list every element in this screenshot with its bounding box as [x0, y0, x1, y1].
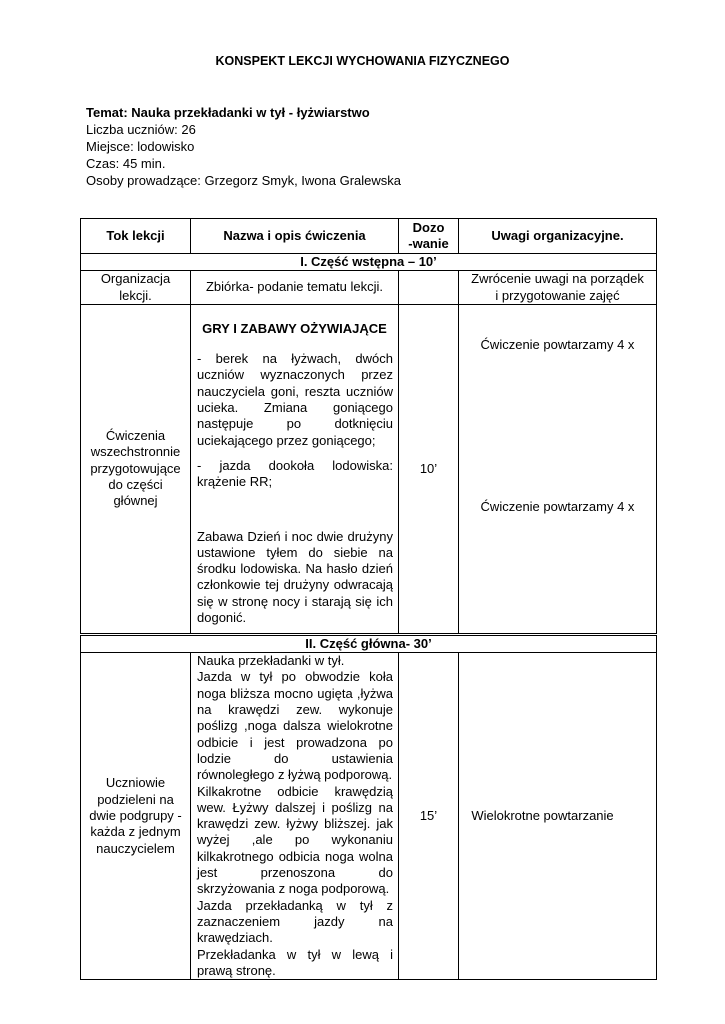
document-title: KONSPEKT LEKCJI WYCHOWANIA FIZYCZNEGO: [215, 54, 510, 68]
org-notes-line2: i przygotowanie zajęć: [495, 287, 620, 303]
org-notes: [459, 271, 657, 305]
header-dose-line1: Dozo: [412, 219, 445, 235]
table-row: [81, 304, 657, 634]
games-note1: Ćwiczenie powtarzamy 4 x: [480, 336, 635, 352]
games-item3: Zabawa Dzień i noc dwie drużyny ustawione tyłem do siebie na środku lodowiska. Na hasło dzień członkowie tej drużyny odwracają się w stronę nocy i starają się ich dogonić.: [197, 528, 393, 626]
games-item1: - berek na łyżwach, dwóch uczniów wyznaczonych przez nauczyciela goni, reszta uczniów ucieka. Zmiana goniącego następuje po dotknięciu uciekającego przez goniącego;: [197, 351, 393, 448]
games-item2: - jazda dookoła lodowiska: krążenie RR;: [197, 457, 393, 490]
header-dose-line2: -wanie: [408, 236, 449, 251]
games-notes: [459, 304, 657, 634]
section2-row: [81, 634, 657, 652]
games-note2: Ćwiczenie powtarzamy 4 x: [480, 499, 635, 515]
main-notes: Wielokrotne powtarzanie: [459, 653, 657, 980]
table-header-row: [81, 219, 657, 254]
lesson-plan-table: [80, 218, 657, 980]
org-notes-line1: Zwrócenie uwagi na porządek: [471, 271, 644, 287]
main-description: [191, 653, 399, 980]
lesson-meta: [86, 104, 401, 189]
section1-row: [81, 254, 657, 271]
main-tok: Uczniowie podzieleni na dwie podgrupy - każda z jednym nauczycielem: [81, 653, 191, 980]
header-name: Nazwa i opis ćwiczenia: [191, 219, 399, 254]
lesson-leaders: Osoby prowadzące: Grzegorz Smyk, Iwona Gralewska: [86, 173, 402, 188]
table-row: [81, 653, 657, 980]
lesson-place: Miejsce: lodowisko: [86, 139, 195, 154]
main-para1: Jazda w tył po obwodzie koła noga bliższa mocno ugięta ,łyżwa na krawędzi zew. wykonuje poślizg ,noga dalsza wielokrotne odbicie i jest prowadzona po lodzie do ustawienia równoległego z łyżwą podporową.: [197, 669, 393, 783]
table-row: [81, 271, 657, 305]
org-dose: [399, 271, 459, 305]
games-dose: 10’: [399, 304, 459, 634]
main-dose: 15’: [399, 653, 459, 980]
main-para3: Jazda przekładanką w tył z zaznaczeniem jazdy na krawędziach.: [197, 897, 393, 946]
student-count: Liczba uczniów: 26: [86, 122, 196, 137]
main-para4: Przekładanka w tył w lewą i prawą stronę.: [197, 946, 393, 978]
games-tok: Ćwiczenia wszechstronnie przygotowujące do części głównej: [81, 304, 191, 634]
games-description: [191, 304, 399, 634]
lesson-time: Czas: 45 min.: [86, 156, 166, 171]
section2-title: II. Część główna- 30’: [81, 634, 657, 652]
games-subhead: GRY I ZABAWY OŻYWIAJĄCE: [202, 320, 387, 336]
header-tok: Tok lekcji: [81, 219, 191, 254]
section1-title: I. Część wstępna – 10’: [81, 254, 657, 271]
lesson-topic: Temat: Nauka przekładanki w tył - łyżwiarstwo: [86, 105, 370, 120]
main-line1: Nauka przekładanki w tył.: [197, 653, 345, 669]
org-name: Zbiórka- podanie tematu lekcji.: [191, 271, 399, 305]
header-notes: Uwagi organizacyjne.: [459, 219, 657, 254]
org-tok: Organizacja lekcji.: [81, 271, 191, 305]
main-para2: Kilkakrotne odbicie krawędzią wew. Łyżwy dalszej i poślizg na krawędzi zew. łyżwy bliższej. jak wyżej ,ale po wykonaniu kilkakrotnego odbicia noga wolna jest przenoszona do skrzyżowania z noga podporową.: [197, 783, 393, 897]
header-dose: [399, 219, 459, 254]
